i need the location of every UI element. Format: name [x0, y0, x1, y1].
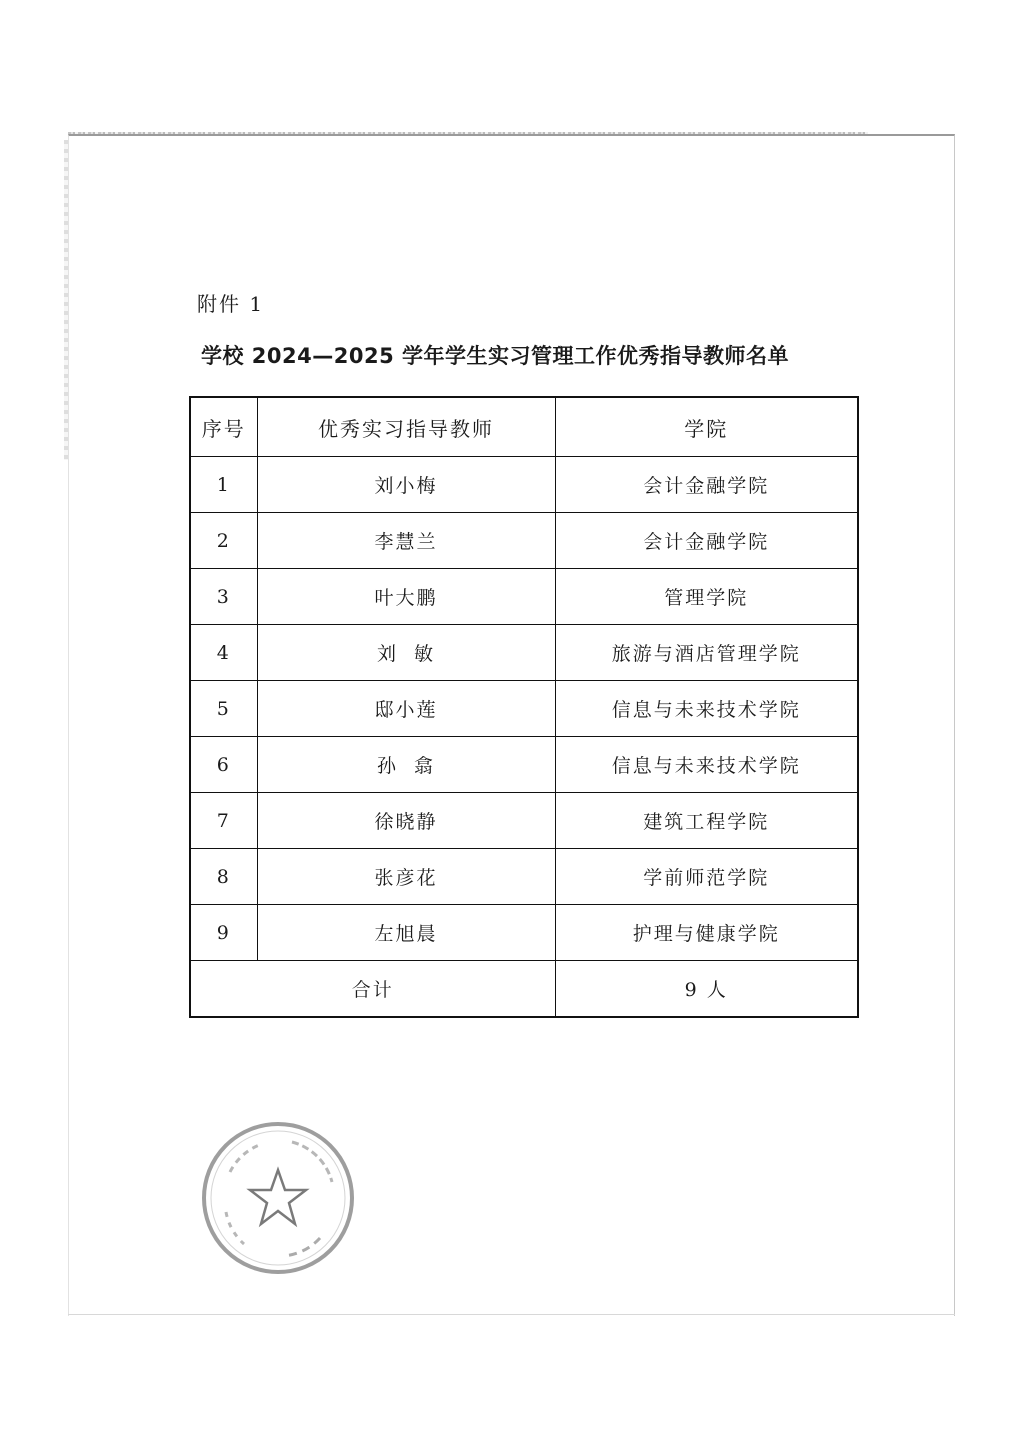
table-row	[190, 513, 858, 569]
row-index: 4	[190, 625, 257, 681]
row-college: 信息与未来技术学院	[555, 737, 858, 793]
row-teacher: 左旭晨	[257, 905, 555, 961]
header-teacher: 优秀实习指导教师	[257, 397, 555, 457]
row-teacher: 叶大鹏	[257, 569, 555, 625]
scan-bottom-edge	[68, 1314, 955, 1315]
row-index: 5	[190, 681, 257, 737]
table-row	[190, 681, 858, 737]
row-college: 学前师范学院	[555, 849, 858, 905]
row-college: 会计金融学院	[555, 457, 858, 513]
header-college: 学院	[555, 397, 858, 457]
row-index: 7	[190, 793, 257, 849]
row-index: 9	[190, 905, 257, 961]
table-header-row	[190, 397, 858, 457]
table-row	[190, 849, 858, 905]
row-teacher: 张彦花	[257, 849, 555, 905]
teacher-roster-table	[189, 396, 859, 1018]
row-index: 6	[190, 737, 257, 793]
table-row	[190, 737, 858, 793]
row-college: 旅游与酒店管理学院	[555, 625, 858, 681]
row-index: 1	[190, 457, 257, 513]
header-index: 序号	[190, 397, 257, 457]
row-index: 8	[190, 849, 257, 905]
row-teacher: 李慧兰	[257, 513, 555, 569]
seal-star-icon	[250, 1170, 306, 1224]
attachment-label: 附件 1	[197, 292, 265, 316]
table-row	[190, 625, 858, 681]
total-label: 合计	[190, 961, 555, 1018]
row-teacher: 刘 敏	[257, 625, 555, 681]
official-seal	[200, 1120, 356, 1276]
row-teacher: 孙 翕	[257, 737, 555, 793]
table-row	[190, 457, 858, 513]
row-college: 信息与未来技术学院	[555, 681, 858, 737]
row-teacher: 刘小梅	[257, 457, 555, 513]
table-total-row	[190, 961, 858, 1018]
row-teacher: 邸小莲	[257, 681, 555, 737]
table-row	[190, 905, 858, 961]
row-college: 会计金融学院	[555, 513, 858, 569]
row-college: 建筑工程学院	[555, 793, 858, 849]
row-college: 管理学院	[555, 569, 858, 625]
row-index: 2	[190, 513, 257, 569]
total-value: 9 人	[555, 961, 858, 1018]
table-row	[190, 569, 858, 625]
document-title: 学校 2024—2025 学年学生实习管理工作优秀指导教师名单	[201, 344, 790, 368]
row-teacher: 徐晓静	[257, 793, 555, 849]
row-college: 护理与健康学院	[555, 905, 858, 961]
row-index: 3	[190, 569, 257, 625]
table-row	[190, 793, 858, 849]
